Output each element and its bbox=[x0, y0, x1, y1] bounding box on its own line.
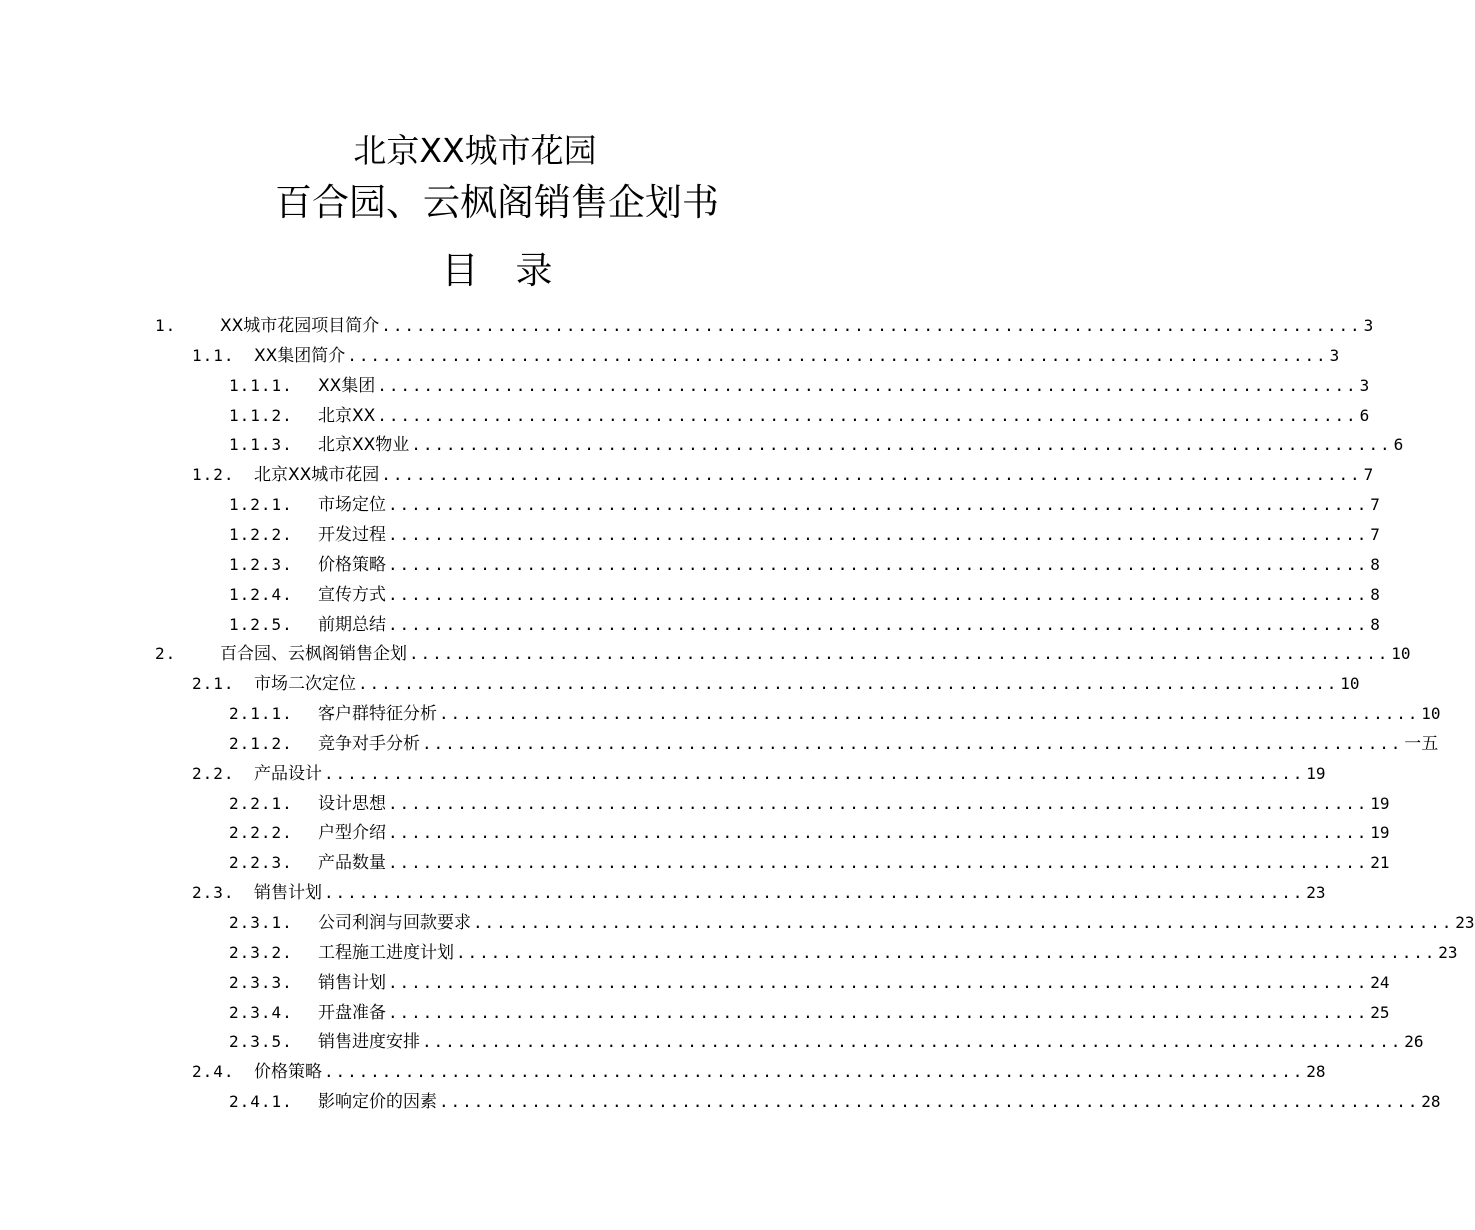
toc-entry-page: 23 bbox=[1306, 883, 1326, 903]
toc-entry[interactable] bbox=[192, 759, 1326, 789]
toc-leader-dots: ..................................................................................... bbox=[411, 435, 1392, 455]
toc-entry-title: 开盘准备 bbox=[318, 1002, 386, 1023]
toc-entry[interactable] bbox=[229, 699, 1441, 729]
toc-entry-title: 户型介绍 bbox=[318, 823, 386, 844]
toc-entry-title: 宣传方式 bbox=[318, 584, 386, 605]
toc-entry-number: 1.2.5. bbox=[229, 614, 293, 634]
toc-entry[interactable] bbox=[229, 1087, 1441, 1117]
toc-leader-dots: ..................................................................................... bbox=[473, 913, 1454, 932]
toc-entry-page: 7 bbox=[1370, 495, 1380, 515]
toc-entry-number: 1.2. bbox=[192, 465, 235, 485]
toc-entry[interactable] bbox=[229, 938, 1458, 968]
toc-entry-title: 产品数量 bbox=[318, 853, 386, 874]
toc-entry[interactable] bbox=[192, 341, 1340, 371]
toc-entry[interactable] bbox=[229, 998, 1390, 1028]
toc-entry-page: 25 bbox=[1370, 1002, 1390, 1022]
toc-heading: 目 录 bbox=[441, 249, 553, 292]
toc-entry-page: 7 bbox=[1370, 524, 1380, 544]
toc-entry-page: 3 bbox=[1329, 345, 1340, 365]
toc-entry-title: 工程施工进度计划 bbox=[318, 942, 454, 963]
toc-entry[interactable] bbox=[229, 401, 1370, 431]
toc-entry-page: 6 bbox=[1359, 405, 1370, 425]
toc-entry-number: 1.2.2. bbox=[229, 524, 293, 544]
toc-entry-number: 1.2.4. bbox=[229, 584, 293, 604]
toc-entry[interactable] bbox=[229, 968, 1390, 998]
toc-entry-number: 2.2. bbox=[192, 763, 235, 783]
toc-entry-title: 销售进度安排 bbox=[318, 1032, 420, 1053]
toc-entry-title: 竞争对手分析 bbox=[318, 733, 420, 754]
toc-entry-number: 2.3.1. bbox=[229, 913, 293, 932]
toc-entry[interactable] bbox=[229, 908, 1475, 938]
toc-entry-title: 销售计划 bbox=[318, 972, 386, 993]
toc-entry[interactable] bbox=[229, 490, 1380, 520]
toc-entry-page: 19 bbox=[1370, 823, 1390, 843]
toc-entry[interactable] bbox=[192, 878, 1326, 908]
document-title-line2: 百合园、云枫阁销售企划书 bbox=[275, 181, 719, 224]
toc-leader-dots: ..................................................................................... bbox=[388, 1002, 1369, 1022]
toc-entry-number: 1.1.3. bbox=[229, 435, 293, 455]
toc-entry-page: 28 bbox=[1306, 1062, 1326, 1082]
toc-entry-page: 6 bbox=[1393, 435, 1404, 455]
toc-leader-dots: ..................................................................................... bbox=[409, 644, 1390, 664]
toc-entry[interactable] bbox=[155, 311, 1374, 341]
toc-entry-number: 2.3.4. bbox=[229, 1002, 293, 1022]
toc-leader-dots: ..................................................................................... bbox=[377, 405, 1358, 425]
toc-entry-title: 北京XX bbox=[318, 405, 376, 426]
toc-entry-number: 2.2.2. bbox=[229, 823, 293, 843]
toc-entry-page: 10 bbox=[1340, 674, 1360, 694]
toc-entry-page: 8 bbox=[1370, 614, 1380, 634]
toc-entry-title: 影响定价的因素 bbox=[318, 1092, 437, 1113]
toc-entry[interactable] bbox=[229, 729, 1439, 759]
toc-entry-number: 1.2.3. bbox=[229, 554, 293, 574]
toc-entry[interactable] bbox=[229, 371, 1370, 401]
toc-entry[interactable] bbox=[229, 550, 1380, 580]
toc-leader-dots: ..................................................................................... bbox=[381, 465, 1362, 485]
toc-leader-dots: ..................................................................................... bbox=[422, 733, 1403, 753]
toc-entry-title: 设计思想 bbox=[318, 793, 386, 814]
toc-leader-dots: ..................................................................................... bbox=[388, 823, 1369, 843]
toc-entry-title: XX城市花园项目简介 bbox=[220, 316, 380, 336]
toc-entry-title: 北京XX城市花园 bbox=[254, 465, 380, 486]
toc-entry-title: 北京XX物业 bbox=[318, 435, 410, 456]
toc-entry[interactable] bbox=[192, 460, 1374, 490]
toc-entry-number: 2.4. bbox=[192, 1062, 235, 1082]
toc-entry-number: 2.3.2. bbox=[229, 942, 293, 962]
toc-entry[interactable] bbox=[229, 610, 1380, 640]
toc-entry[interactable] bbox=[229, 1027, 1424, 1057]
toc-leader-dots: ..................................................................................... bbox=[347, 345, 1328, 365]
toc-entry-page: 10 bbox=[1391, 644, 1411, 664]
toc-entry-page: 一五 bbox=[1404, 733, 1439, 754]
toc-entry-page: 19 bbox=[1370, 793, 1390, 813]
toc-entry[interactable] bbox=[229, 848, 1390, 878]
toc-entry-number: 2. bbox=[155, 644, 177, 664]
toc-entry-page: 24 bbox=[1370, 972, 1390, 992]
toc-entry-number: 2.1.1. bbox=[229, 704, 293, 724]
toc-leader-dots: ..................................................................................... bbox=[388, 584, 1369, 604]
toc-entry-page: 7 bbox=[1363, 465, 1374, 485]
toc-entry-title: 市场定位 bbox=[318, 495, 386, 516]
toc-entry-number: 1.1.1. bbox=[229, 375, 293, 395]
toc-entry-number: 2.4.1. bbox=[229, 1092, 293, 1112]
toc-leader-dots: ..................................................................................... bbox=[381, 316, 1362, 335]
toc-entry[interactable] bbox=[155, 639, 1411, 669]
toc-leader-dots: ..................................................................................... bbox=[358, 674, 1339, 694]
toc-entry-number: 1.1.2. bbox=[229, 405, 293, 425]
toc-leader-dots: ..................................................................................... bbox=[388, 524, 1369, 544]
toc-entry-number: 2.3.3. bbox=[229, 972, 293, 992]
toc-entry-page: 23 bbox=[1438, 942, 1458, 962]
toc-leader-dots: ..................................................................................... bbox=[439, 704, 1420, 724]
toc-entry-number: 1. bbox=[155, 316, 177, 335]
toc-entry[interactable] bbox=[192, 669, 1360, 699]
toc-entry-number: 1.2.1. bbox=[229, 495, 293, 515]
toc-leader-dots: ..................................................................................... bbox=[388, 614, 1369, 634]
toc-entry-title: 前期总结 bbox=[318, 614, 386, 635]
toc-entry-title: 百合园、云枫阁销售企划 bbox=[220, 644, 407, 665]
toc-leader-dots: ..................................................................................... bbox=[324, 763, 1305, 783]
toc-entry-title: XX集团 bbox=[318, 375, 376, 396]
toc-entry-page: 8 bbox=[1370, 584, 1380, 604]
toc-entry-number: 1.1. bbox=[192, 345, 235, 365]
toc-entry-title: 价格策略 bbox=[318, 554, 386, 575]
toc-entry-number: 2.2.3. bbox=[229, 853, 293, 873]
toc-leader-dots: ..................................................................................... bbox=[422, 1032, 1403, 1052]
toc-leader-dots: ..................................................................................... bbox=[456, 942, 1437, 962]
toc-entry-title: 产品设计 bbox=[254, 763, 322, 784]
toc-entry-page: 8 bbox=[1370, 554, 1380, 574]
toc-entry[interactable] bbox=[229, 818, 1390, 848]
toc-entry-page: 10 bbox=[1421, 704, 1441, 724]
toc-entry[interactable] bbox=[229, 430, 1404, 460]
toc-leader-dots: ..................................................................................... bbox=[324, 1062, 1305, 1082]
toc-entry-page: 19 bbox=[1306, 763, 1326, 783]
toc-leader-dots: ..................................................................................... bbox=[388, 554, 1369, 574]
toc-entry-number: 2.3. bbox=[192, 883, 235, 903]
toc-entry[interactable] bbox=[229, 520, 1380, 550]
toc-entry-page: 3 bbox=[1359, 375, 1370, 395]
toc-entry[interactable] bbox=[229, 580, 1380, 610]
toc-entry-number: 2.1. bbox=[192, 674, 235, 694]
toc-entry-page: 21 bbox=[1370, 853, 1390, 873]
toc-entry-page: 23 bbox=[1455, 913, 1475, 932]
toc-entry-title: 市场二次定位 bbox=[254, 674, 356, 695]
toc-leader-dots: ..................................................................................... bbox=[388, 853, 1369, 873]
toc-leader-dots: ..................................................................................... bbox=[439, 1092, 1420, 1112]
toc-entry[interactable] bbox=[192, 1057, 1326, 1087]
toc-leader-dots: ..................................................................................... bbox=[377, 375, 1358, 395]
toc-entry-page: 28 bbox=[1421, 1092, 1441, 1112]
toc-leader-dots: ..................................................................................... bbox=[388, 495, 1369, 515]
toc-leader-dots: ..................................................................................... bbox=[388, 972, 1369, 992]
document-title-line1: 北京XX城市花园 bbox=[353, 131, 597, 170]
toc-entry-title: XX集团简介 bbox=[254, 345, 346, 366]
toc-entry-page: 3 bbox=[1363, 316, 1374, 335]
toc-entry-title: 开发过程 bbox=[318, 524, 386, 545]
toc-entry[interactable] bbox=[229, 789, 1390, 819]
toc-entry-title: 客户群特征分析 bbox=[318, 704, 437, 725]
toc-entry-title: 价格策略 bbox=[254, 1062, 322, 1083]
toc-entry-number: 2.1.2. bbox=[229, 733, 293, 753]
toc-leader-dots: ..................................................................................... bbox=[324, 883, 1305, 903]
toc-entry-number: 2.3.5. bbox=[229, 1032, 293, 1052]
toc-leader-dots: ..................................................................................... bbox=[388, 793, 1369, 813]
toc-entry-number: 2.2.1. bbox=[229, 793, 293, 813]
toc-entry-page: 26 bbox=[1404, 1032, 1424, 1052]
toc-entry-title: 销售计划 bbox=[254, 883, 322, 904]
toc-entry-title: 公司利润与回款要求 bbox=[318, 913, 471, 933]
